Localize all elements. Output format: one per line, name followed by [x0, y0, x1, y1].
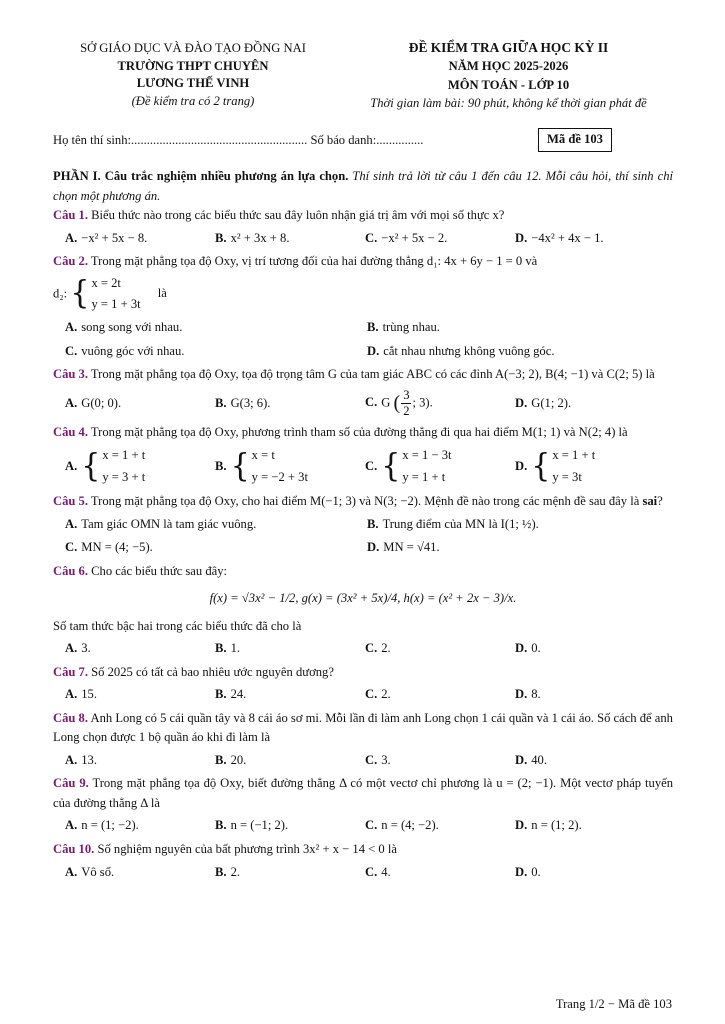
question-text: Số 2025 có tất cả bao nhiêu ước nguyên dương? [91, 664, 334, 679]
option-d[interactable]: D. cắt nhau nhưng không vuông góc. [367, 343, 555, 358]
formula-line: f(x) = √3x² − 1/2, g(x) = (3x² + 5x)/4, h(x) = (x² + 2x − 3)/x. [209, 591, 517, 606]
question-label: Câu 10. [53, 842, 95, 856]
option-b[interactable]: B. n = (−1; 2). [215, 818, 289, 833]
header-left [48, 40, 338, 111]
option-a[interactable]: A. 13. [65, 752, 97, 767]
option-d[interactable]: D. 8. [515, 687, 541, 702]
part1-title: PHẦN I. Câu trắc nghiệm nhiều phương án lựa chọn. [53, 169, 349, 183]
option-a[interactable]: A. −x² + 5x − 8. [65, 230, 148, 245]
options-row [53, 515, 673, 535]
option-c[interactable]: C. { x = 1 − 3t y = 1 + t [365, 447, 452, 485]
question-text: Anh Long có 5 cái quần tây và 8 cái áo sơ mi. Mỗi lần đi làm anh Long chọn 1 cái quần và 1 cái áo. Số cách để anh Long chọn được 1 bộ quần áo khi đi làm là [53, 710, 673, 745]
question-10 [53, 840, 673, 860]
question-6 [53, 562, 673, 582]
option-a[interactable]: A. { x = 1 + t y = 3 + t [65, 447, 146, 485]
option-a[interactable]: A. n = (1; −2). [65, 818, 139, 833]
question-text: Biểu thức nào trong các biểu thức sau đây luôn nhận giá trị âm với mọi số thực x? [91, 208, 505, 223]
option-d[interactable]: D. 40. [515, 752, 547, 767]
question-3 [53, 365, 673, 385]
question-5: Câu 5. Trong mặt phẳng tọa độ Oxy, cho hai điểm M(−1; 3) và N(3; −2). Mệnh đề nào trong các mệnh đề sau đây là sai? [53, 494, 663, 509]
option-d[interactable]: D. G(1; 2). [515, 395, 572, 410]
question-label: Câu 7. [53, 664, 88, 679]
option-b[interactable]: B. 20. [215, 752, 247, 767]
part1-instruction: Thí sinh trả lời từ câu 1 đến câu 12. Mỗi câu hỏi, thí sinh chỉ chọn một phương án. [53, 169, 673, 203]
question-text: Trong mặt phẳng tọa độ Oxy, phương trình tham số của đường thẳng đi qua hai điểm M(1; 1) và N(2; 4) là [90, 424, 628, 439]
option-c[interactable]: C. vuông góc với nhau. [65, 343, 185, 358]
header-right [336, 38, 681, 112]
school-name-line1: TRƯỜNG THPT CHUYÊN [117, 58, 269, 73]
candidate-info-line: Họ tên thí sinh:........................................................ Số báo danh:............... [53, 133, 424, 147]
question-8 [53, 709, 673, 748]
option-a[interactable]: A. 3. [65, 641, 91, 656]
question-label: Câu 4. [53, 424, 88, 439]
question-text: Trong mặt phẳng tọa độ Oxy, cho hai điểm M(−1; 3) và N(3; −2). Mệnh đề nào trong các mệnh đề sau đây là [90, 494, 640, 509]
option-b[interactable]: B. { x = t y = −2 + 3t [215, 447, 308, 485]
option-b[interactable]: B. x² + 3x + 8. [215, 230, 290, 245]
options-row [53, 388, 673, 419]
question-1 [53, 206, 673, 226]
question-label: Câu 9. [53, 776, 89, 791]
option-b[interactable]: B. 24. [215, 687, 247, 702]
option-a[interactable]: A. G(0; 0). [65, 395, 122, 410]
option-c[interactable]: C. MN = (4; −5). [65, 540, 153, 555]
option-c[interactable]: C. 4. [365, 864, 391, 879]
question-text: Trong mặt phẳng tọa độ Oxy, tọa độ trọng tâm G của tam giác ABC có các đỉnh A(−3; 2), B(4; −1) và C(2; 5) là [90, 367, 655, 382]
question-text: Trong mặt phẳng tọa độ Oxy, vị trí tương đối của hai đường thẳng d₁: 4x + 6y − 1 = 0 và [90, 254, 538, 269]
option-c[interactable]: C. 2. [365, 687, 391, 702]
pages-note: (Đề kiểm tra có 2 trang) [131, 93, 255, 108]
question-label: Câu 6. [53, 563, 88, 578]
question-label: Câu 5. [53, 494, 88, 509]
question-text: Trong mặt phẳng tọa độ Oxy, biết đường thẳng Δ có một vectơ chỉ phương là u = (2; −1). Một vectơ pháp tuyến của đường thẳng Δ là [53, 776, 673, 810]
options-row [53, 751, 673, 771]
option-b[interactable]: B. Trung điểm của MN là I(1; ½). [367, 516, 539, 531]
options-row [53, 445, 673, 488]
option-d[interactable]: D. n = (1; 2). [515, 818, 582, 833]
school-year: NĂM HỌC 2025-2026 [448, 59, 569, 74]
options-row [53, 229, 673, 249]
option-d[interactable]: D. 0. [515, 864, 541, 879]
option-c[interactable]: C. −x² + 5x − 2. [365, 230, 448, 245]
question-6-followup: Số tam thức bậc hai trong các biểu thức đã cho là [53, 618, 302, 633]
options-row [53, 685, 673, 705]
options-row [53, 342, 673, 362]
department-name: SỞ GIÁO DỤC VÀ ĐÀO TẠO ĐỒNG NAI [80, 41, 306, 55]
question-7 [53, 663, 673, 683]
question-label: Câu 2. [53, 254, 88, 269]
question-label: Câu 8. [53, 710, 88, 725]
exam-code-box: Mã đề 103 [538, 128, 612, 152]
options-row [53, 863, 673, 883]
option-c[interactable]: C. 3. [365, 752, 391, 767]
option-d[interactable]: D. −4x² + 4x − 1. [515, 230, 604, 245]
question-text: Số nghiệm nguyên của bất phương trình 3x² + x − 14 < 0 là [97, 842, 397, 856]
options-row [53, 318, 673, 338]
exam-content [53, 167, 673, 886]
subject-title: MÔN TOÁN - LỚP 10 [447, 77, 570, 92]
option-a[interactable]: A. Tam giác OMN là tam giác vuông. [65, 516, 257, 531]
options-row [53, 639, 673, 659]
line-d2-system: d₂: { x = 2t y = 1 + 3t là [53, 273, 673, 316]
part1-heading [53, 167, 673, 206]
option-b[interactable]: B. G(3; 6). [215, 395, 271, 410]
question-4 [53, 423, 673, 443]
school-name-line2: LƯƠNG THẾ VINH [136, 76, 250, 91]
option-a[interactable]: A. Vô số. [65, 864, 115, 879]
question-label: Câu 1. [53, 208, 88, 223]
option-b[interactable]: B. trùng nhau. [367, 320, 440, 335]
equation-system: { x = 2t y = 1 + 3t [70, 275, 141, 312]
option-d[interactable]: D. { x = 1 + t y = 3t [515, 447, 596, 485]
question-text: Cho các biểu thức sau đây: [91, 563, 228, 578]
option-b[interactable]: B. 2. [215, 864, 241, 879]
option-a[interactable]: A. 15. [65, 687, 97, 702]
time-note: Thời gian làm bài: 90 phút, không kể thời gian phát đề [370, 95, 647, 110]
option-a[interactable]: A. song song với nhau. [65, 320, 183, 335]
page-footer: Trang 1/2 − Mã đề 103 [555, 997, 672, 1011]
question-9 [53, 774, 673, 813]
question-label: Câu 3. [53, 367, 88, 382]
option-b[interactable]: B. 1. [215, 641, 241, 656]
question-2 [53, 252, 673, 272]
option-c[interactable]: C. G ( $\frac{3}{2}$ ; 3). [365, 388, 433, 418]
option-d[interactable]: D. 0. [515, 641, 541, 656]
options-row [53, 816, 673, 836]
option-d[interactable]: D. MN = √41. [367, 540, 440, 555]
option-c[interactable]: C. 2. [365, 641, 391, 656]
options-row [53, 538, 673, 558]
option-c[interactable]: C. n = (4; −2). [365, 818, 439, 833]
exam-title: ĐỀ KIỂM TRA GIỮA HỌC KỲ II [408, 40, 609, 55]
